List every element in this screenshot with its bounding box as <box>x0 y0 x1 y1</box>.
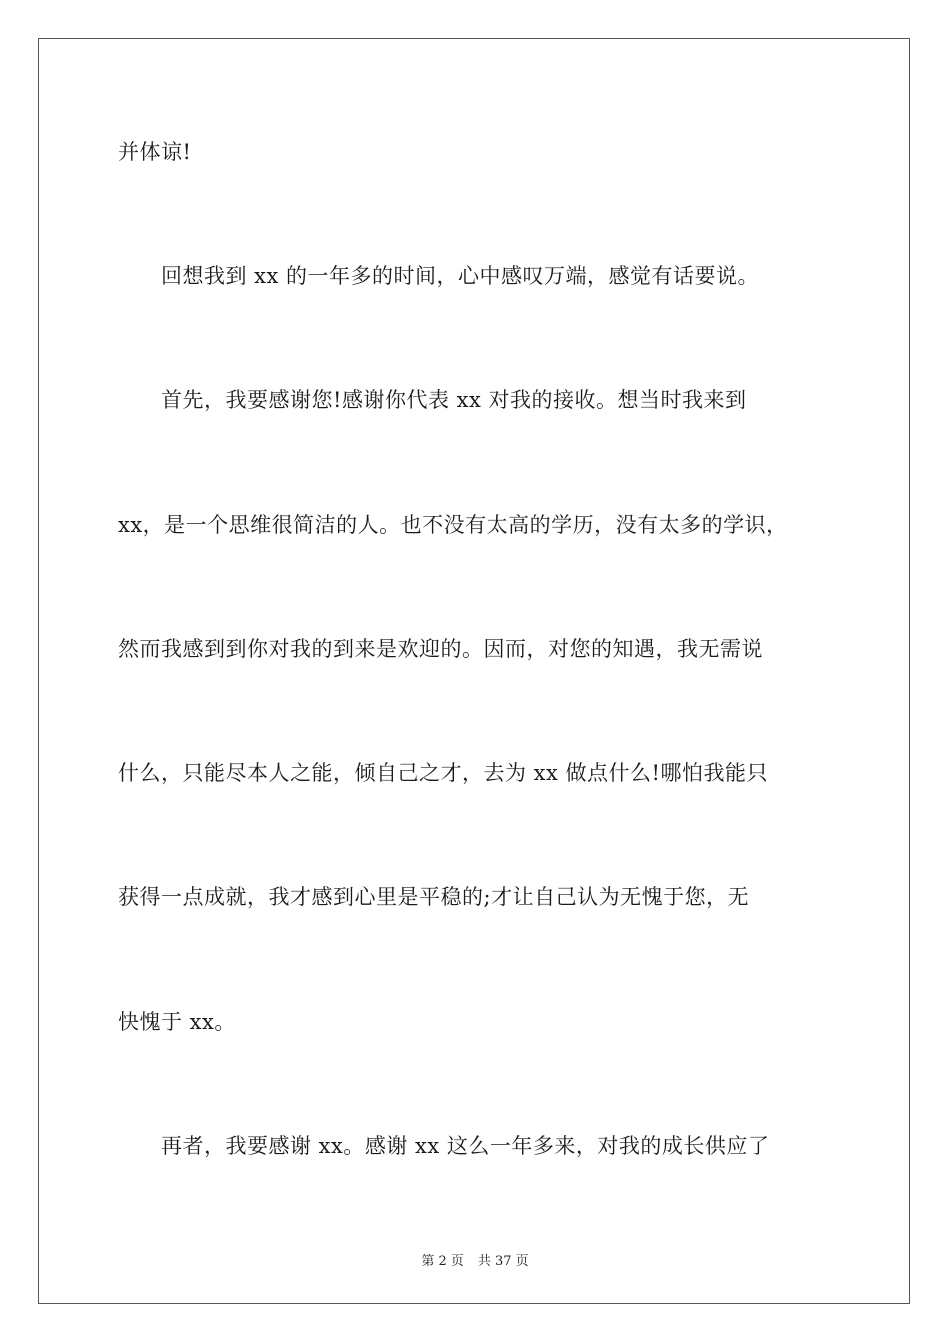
text-line-9: 再者，我要感谢 xx。感谢 xx 这么一年多来，对我的成长供应了 <box>118 1134 770 1158</box>
page-number: 第 2 页 <box>421 1254 464 1269</box>
text-line-4: xx，是一个思维很简洁的人。也不没有太高的学历，没有太多的学识， <box>118 513 788 537</box>
text-line-2: 回想我到 xx 的一年多的时间，心中感叹万端，感觉有话要说。 <box>118 264 760 288</box>
page-total: 共 37 页 <box>477 1254 529 1269</box>
text-line-5: 然而我感到到你对我的到来是欢迎的。因而，对您的知遇，我无需说 <box>118 637 763 661</box>
page-footer <box>0 1250 950 1269</box>
text-line-8: 快愧于 xx。 <box>118 1010 236 1034</box>
text-line-7: 获得一点成就，我才感到心里是平稳的;才让自己认为无愧于您，无 <box>118 885 750 909</box>
text-line-6: 什么，只能尽本人之能，倾自己之才，去为 xx 做点什么!哪怕我能只 <box>118 761 768 785</box>
text-line-3: 首先，我要感谢您!感谢你代表 xx 对我的接收。想当时我来到 <box>118 388 747 412</box>
page-frame <box>38 38 910 1304</box>
text-line-1: 并体谅! <box>118 140 192 164</box>
